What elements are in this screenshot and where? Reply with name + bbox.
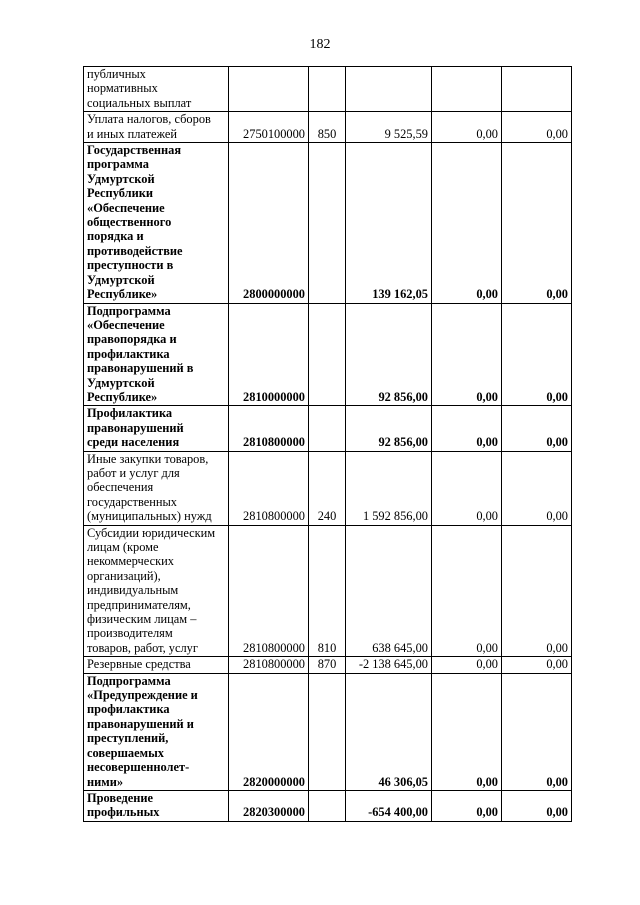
expense-type-cell: 850	[309, 112, 346, 143]
amount-cell	[346, 67, 432, 112]
target-article-code-cell: 2750100000	[229, 112, 309, 143]
row-name-line: предпринимателям,	[87, 597, 191, 612]
row-name-line: Удмуртской	[87, 171, 155, 186]
target-article-code-cell: 2810800000	[229, 451, 309, 525]
row-name-line: Профилактика	[87, 406, 173, 421]
row-name-line: противодействие	[87, 243, 183, 258]
row-name-line: правонарушений в	[87, 361, 194, 376]
row-name-cell	[84, 451, 229, 525]
row-name-line: (муниципальных) нужд	[87, 509, 212, 524]
target-article-code-cell: 2810000000	[229, 303, 309, 406]
row-name-line: обеспечения	[87, 480, 154, 495]
target-article-code-cell: 2820000000	[229, 673, 309, 790]
row-name-line: работ и услуг для	[87, 465, 180, 480]
target-article-code-cell: 2810800000	[229, 406, 309, 451]
row-name-line: преступлений,	[87, 731, 169, 746]
row-name-line: профилактика	[87, 702, 170, 717]
row-name-line: физическим лицам –	[87, 612, 197, 627]
target-article-code-cell: 2820300000	[229, 790, 309, 821]
table-row	[84, 67, 572, 112]
row-name-line: Уплата налогов, сборов	[87, 112, 211, 127]
year-2-amount-cell: 0,00	[432, 303, 502, 406]
row-name-cell	[84, 406, 229, 451]
year-2-amount-cell: 0,00	[432, 406, 502, 451]
row-name-line: «Предупреждение и	[87, 688, 198, 703]
row-name-line: некоммерческих	[87, 554, 174, 569]
row-name-line: публичных	[87, 67, 146, 81]
row-name-line: лицам (кроме	[87, 540, 159, 554]
amount-cell: 46 306,05	[346, 673, 432, 790]
row-name-cell	[84, 67, 229, 112]
row-name-line: индивидуальным	[87, 583, 179, 598]
row-name-cell	[84, 673, 229, 790]
year-2-amount-cell: 0,00	[432, 451, 502, 525]
target-article-code-cell: 2800000000	[229, 143, 309, 303]
table-row	[84, 451, 572, 525]
row-name-line: правонарушений и	[87, 716, 194, 731]
amount-cell: 638 645,00	[346, 525, 432, 657]
row-name-line: программа	[87, 157, 149, 172]
row-name-line: Субсидии юридическим	[87, 525, 216, 540]
table-row	[84, 303, 572, 406]
row-name-line: государственных	[87, 494, 178, 509]
row-name-line: Удмуртской	[87, 272, 155, 287]
expense-type-cell	[309, 143, 346, 303]
row-name-line: преступности в	[87, 258, 174, 273]
table-row	[84, 406, 572, 451]
row-name-line: профильных	[87, 805, 160, 820]
row-name-line: нормативных	[87, 81, 158, 96]
amount-cell: -2 138 645,00	[346, 657, 432, 673]
row-name-line: «Обеспечение	[87, 200, 165, 215]
year-3-amount-cell: 0,00	[502, 657, 572, 673]
row-name-line: порядка и	[87, 229, 144, 244]
expense-type-cell	[309, 303, 346, 406]
row-name-cell	[84, 143, 229, 303]
row-name-line: общественного	[87, 215, 172, 230]
year-3-amount-cell: 0,00	[502, 112, 572, 143]
year-2-amount-cell	[432, 67, 502, 112]
table-row	[84, 525, 572, 657]
row-name-line: Удмуртской	[87, 375, 155, 390]
amount-cell: 139 162,05	[346, 143, 432, 303]
year-3-amount-cell: 0,00	[502, 451, 572, 525]
amount-cell: 9 525,59	[346, 112, 432, 143]
row-name-line: несовершеннолет-	[87, 760, 190, 775]
amount-cell: 92 856,00	[346, 406, 432, 451]
expense-type-cell	[309, 406, 346, 451]
row-name-cell	[84, 112, 229, 143]
table-row	[84, 790, 572, 821]
year-3-amount-cell	[502, 67, 572, 112]
expense-type-cell	[309, 790, 346, 821]
year-3-amount-cell: 0,00	[502, 303, 572, 406]
row-name-line: Подпрограмма	[87, 673, 171, 688]
table-row	[84, 112, 572, 143]
row-name-line: совершаемых	[87, 745, 164, 760]
row-name-cell	[84, 790, 229, 821]
row-name-line: и иных платежей	[87, 126, 178, 141]
row-name-cell	[84, 525, 229, 657]
year-2-amount-cell: 0,00	[432, 790, 502, 821]
row-name-line: профилактика	[87, 346, 170, 361]
expense-type-cell: 810	[309, 525, 346, 657]
year-3-amount-cell: 0,00	[502, 525, 572, 657]
table-row	[84, 657, 572, 673]
target-article-code-cell: 2810800000	[229, 657, 309, 673]
year-3-amount-cell: 0,00	[502, 790, 572, 821]
amount-cell: 1 592 856,00	[346, 451, 432, 525]
row-name-line: Резервные средства	[87, 657, 191, 672]
row-name-line: социальных выплат	[87, 95, 192, 110]
row-name-line: производителям	[87, 626, 173, 641]
row-name-line: Республике»	[87, 389, 158, 404]
expense-type-cell: 240	[309, 451, 346, 525]
row-name-line: «Обеспечение	[87, 317, 165, 332]
table-row	[84, 143, 572, 303]
target-article-code-cell	[229, 67, 309, 112]
page-number: 182	[309, 37, 331, 52]
row-name-line: правопорядка и	[87, 332, 177, 347]
target-article-code-cell: 2810800000	[229, 525, 309, 657]
year-3-amount-cell: 0,00	[502, 406, 572, 451]
row-name-line: Республике»	[87, 287, 158, 302]
expense-type-cell	[309, 67, 346, 112]
year-2-amount-cell: 0,00	[432, 112, 502, 143]
amount-cell: -654 400,00	[346, 790, 432, 821]
row-name-line: ними»	[87, 774, 124, 789]
row-name-cell	[84, 657, 229, 673]
row-name-line: Проведение	[87, 790, 153, 805]
expense-type-cell: 870	[309, 657, 346, 673]
expense-type-cell	[309, 673, 346, 790]
year-2-amount-cell: 0,00	[432, 525, 502, 657]
year-2-amount-cell: 0,00	[432, 143, 502, 303]
table-row	[84, 673, 572, 790]
budget-table	[83, 66, 572, 822]
row-name-line: Иные закупки товаров,	[87, 451, 209, 466]
row-name-cell	[84, 303, 229, 406]
amount-cell: 92 856,00	[346, 303, 432, 406]
row-name-line: Государственная	[87, 143, 182, 158]
year-2-amount-cell: 0,00	[432, 673, 502, 790]
row-name-line: организаций),	[87, 568, 161, 583]
row-name-line: среди населения	[87, 435, 180, 450]
row-name-line: товаров, работ, услуг	[87, 640, 198, 655]
year-2-amount-cell: 0,00	[432, 657, 502, 673]
row-name-line: правонарушений	[87, 420, 184, 435]
row-name-line: Подпрограмма	[87, 303, 171, 318]
year-3-amount-cell: 0,00	[502, 143, 572, 303]
year-3-amount-cell: 0,00	[502, 673, 572, 790]
row-name-line: Республики	[87, 186, 153, 201]
